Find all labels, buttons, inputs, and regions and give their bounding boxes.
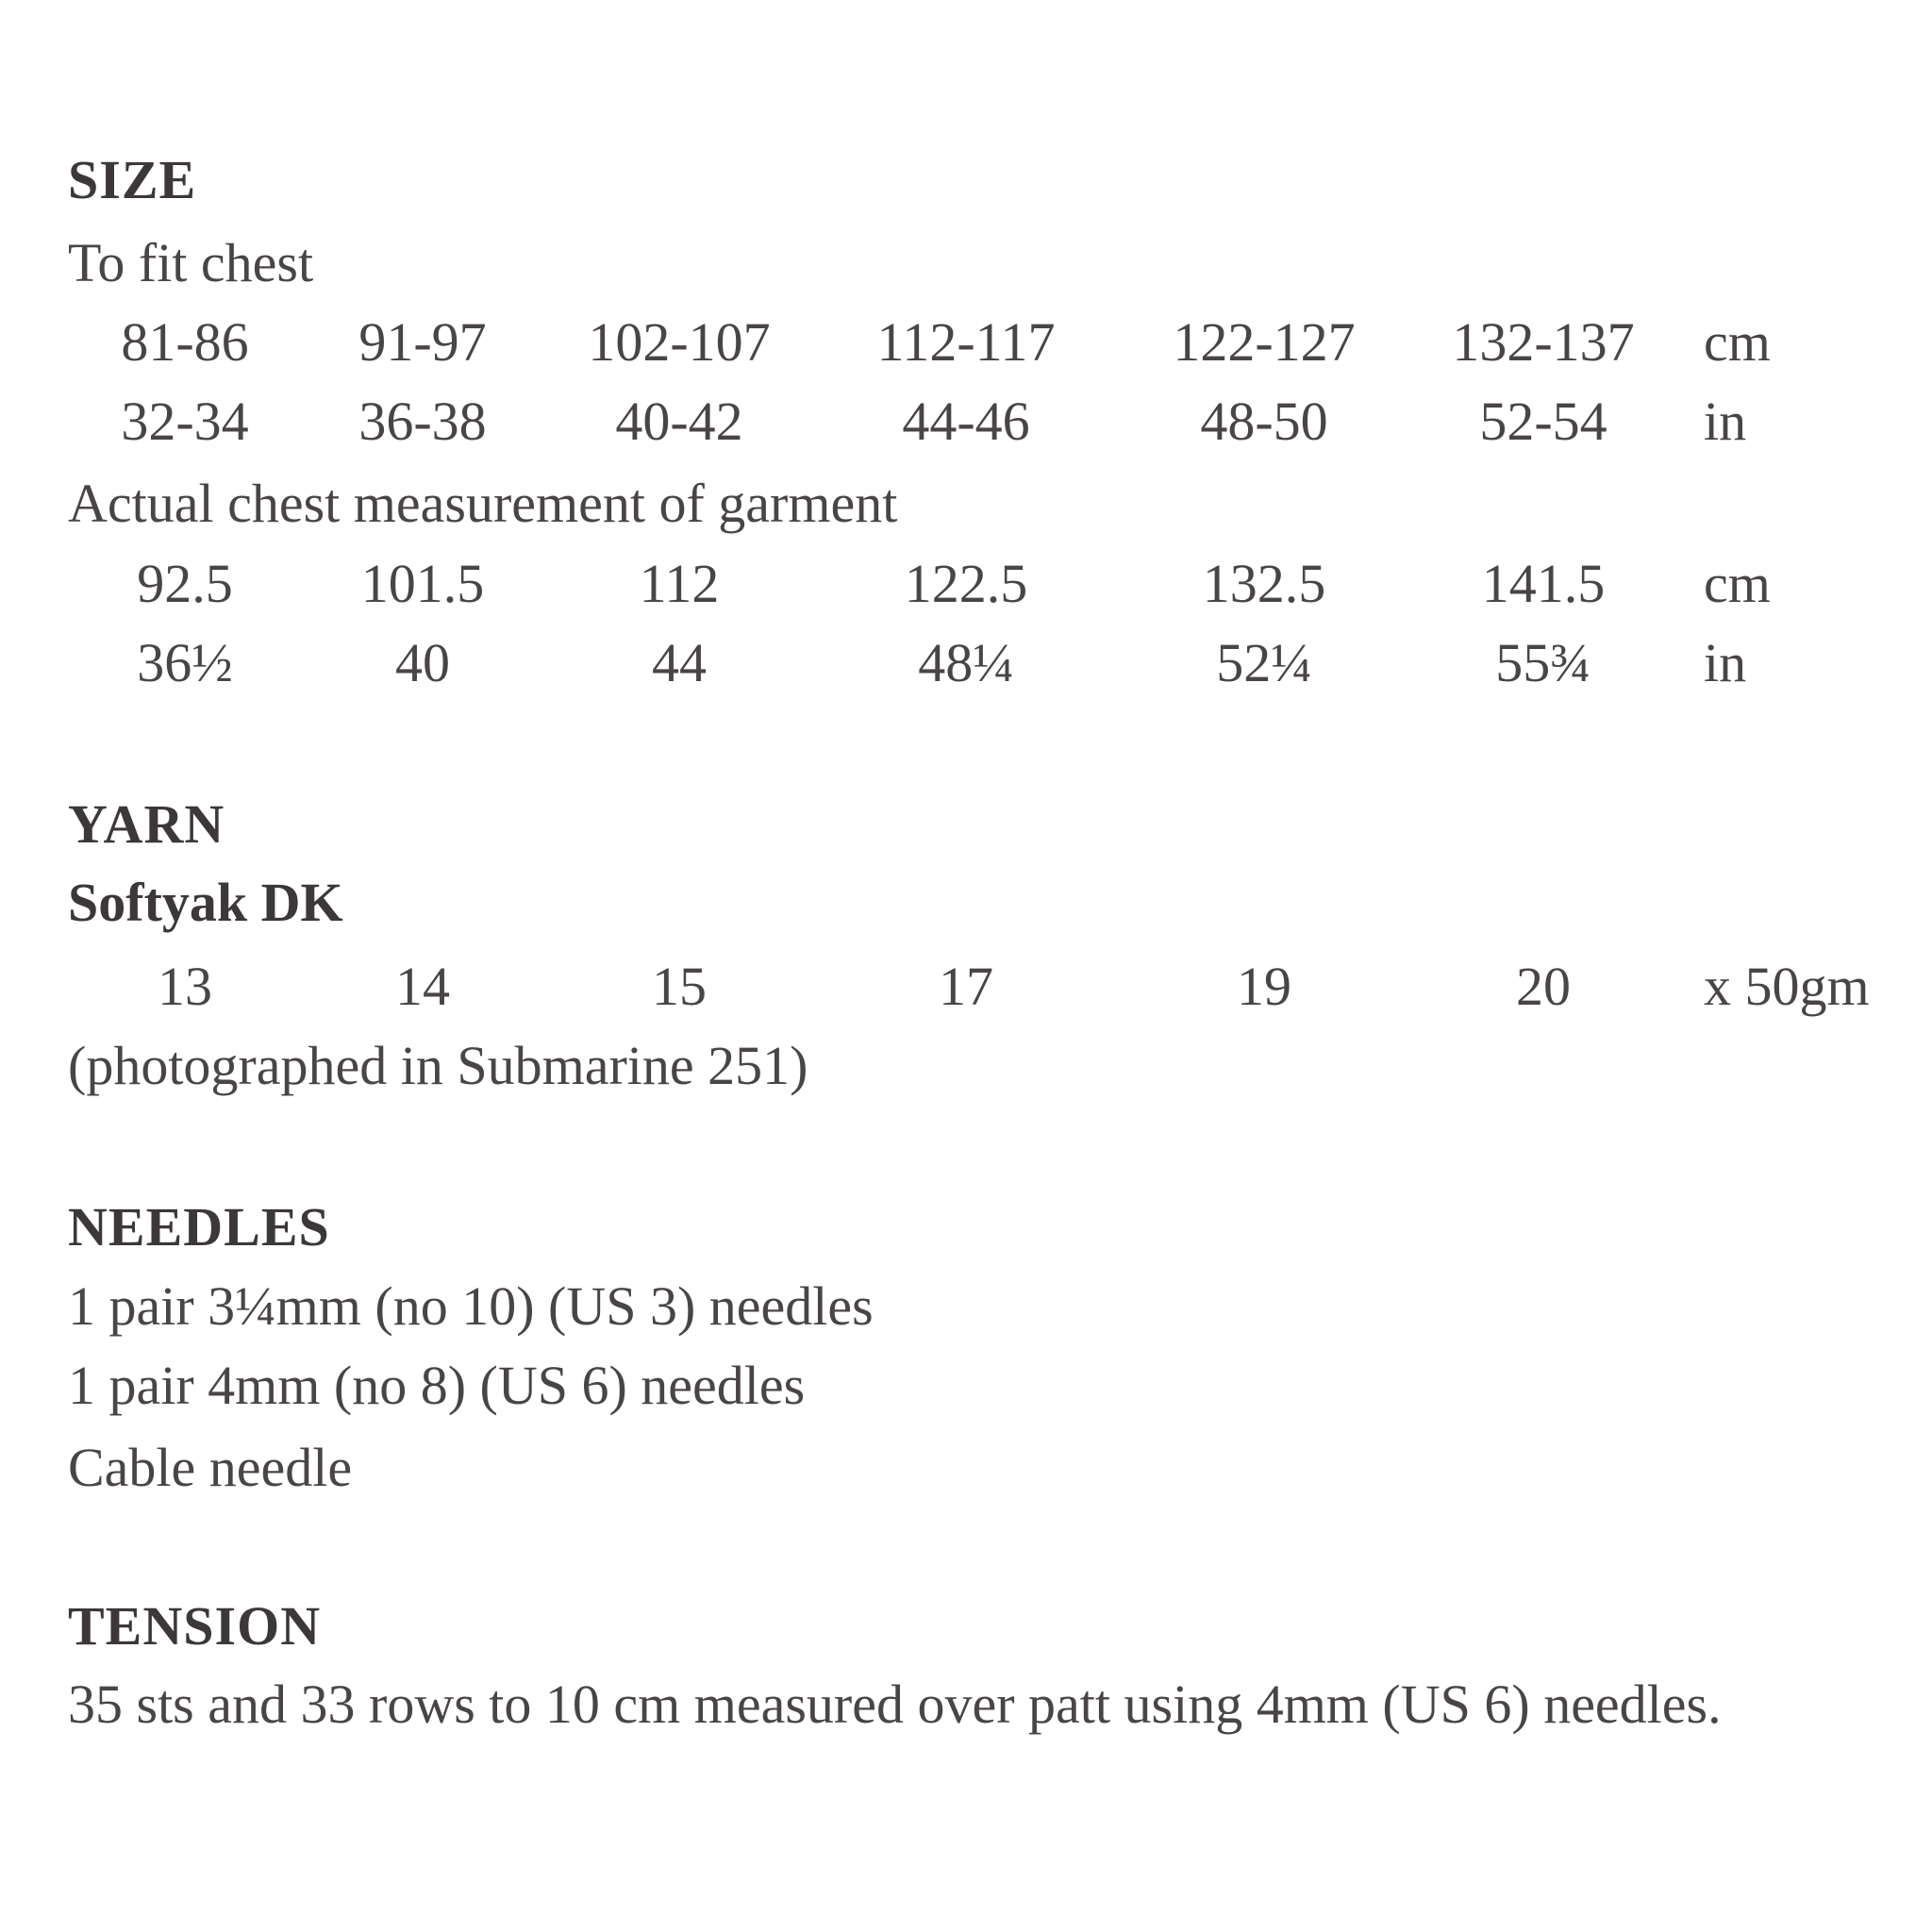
yarn-quantity-cell: 14 [395,956,450,1017]
actual-cm-cell: 112 [639,553,720,614]
actual-in-unit: in [1704,632,1747,693]
yarn-quantity-cell: 13 [158,956,212,1017]
actual-cm-cell: 122.5 [904,553,1028,614]
to-fit-in-cell: 32-34 [121,391,249,452]
actual-in-cell: 52¼ [1216,632,1312,693]
tension-text: 35 sts and 33 rows to 10 cm measured over patt using 4mm (US 6) needles. [68,1674,1722,1735]
yarn-quantity-cell: 17 [939,956,993,1017]
yarn-note: (photographed in Submarine 251) [68,1035,808,1096]
to-fit-cm-cell: 122-127 [1173,311,1356,373]
to-fit-cm-cell: 81-86 [121,311,249,373]
to-fit-in-cell: 36-38 [358,391,487,452]
to-fit-cm-cell: 91-97 [358,311,487,373]
actual-cm-row [0,553,1932,623]
needle-item: 1 pair 4mm (no 8) (US 6) needles [68,1355,806,1416]
actual-in-cell: 36½ [137,632,233,693]
to-fit-in-cell: 48-50 [1200,391,1328,452]
yarn-quantity-row [0,956,1932,1025]
to-fit-in-row [0,391,1932,460]
actual-cm-cell: 132.5 [1202,553,1326,614]
actual-in-cell: 48¼ [918,632,1014,693]
actual-cm-cell: 141.5 [1481,553,1606,614]
yarn-quantity-cell: 20 [1516,956,1571,1017]
to-fit-in-unit: in [1704,391,1747,452]
yarn-quantity-cell: 15 [652,956,707,1017]
actual-cm-cell: 92.5 [137,553,233,614]
yarn-quantity-unit: x 50gm [1704,956,1870,1017]
yarn-name: Softyak DK [68,872,343,933]
needle-item: Cable needle [68,1437,353,1498]
actual-in-cell: 40 [395,632,450,693]
actual-chest-label: Actual chest measurement of garment [68,473,898,534]
to-fit-cm-unit: cm [1704,311,1771,373]
to-fit-in-cell: 52-54 [1479,391,1607,452]
to-fit-in-cell: 40-42 [615,391,743,452]
tension-heading: TENSION [68,1595,322,1657]
to-fit-in-cell: 44-46 [902,391,1030,452]
actual-cm-unit: cm [1704,553,1771,614]
actual-in-row [0,632,1932,702]
actual-in-cell: 44 [652,632,707,693]
to-fit-cm-row [0,311,1932,381]
yarn-quantity-cell: 19 [1237,956,1291,1017]
needles-heading: NEEDLES [68,1196,330,1257]
to-fit-cm-cell: 112-117 [876,311,1056,373]
size-heading: SIZE [68,149,197,210]
actual-cm-cell: 101.5 [360,553,485,614]
actual-in-cell: 55¾ [1495,632,1591,693]
to-fit-chest-label: To fit chest [68,232,314,293]
to-fit-cm-cell: 132-137 [1452,311,1635,373]
yarn-heading: YARN [68,793,225,855]
needle-item: 1 pair 3¼mm (no 10) (US 3) needles [68,1275,874,1337]
to-fit-cm-cell: 102-107 [588,311,771,373]
